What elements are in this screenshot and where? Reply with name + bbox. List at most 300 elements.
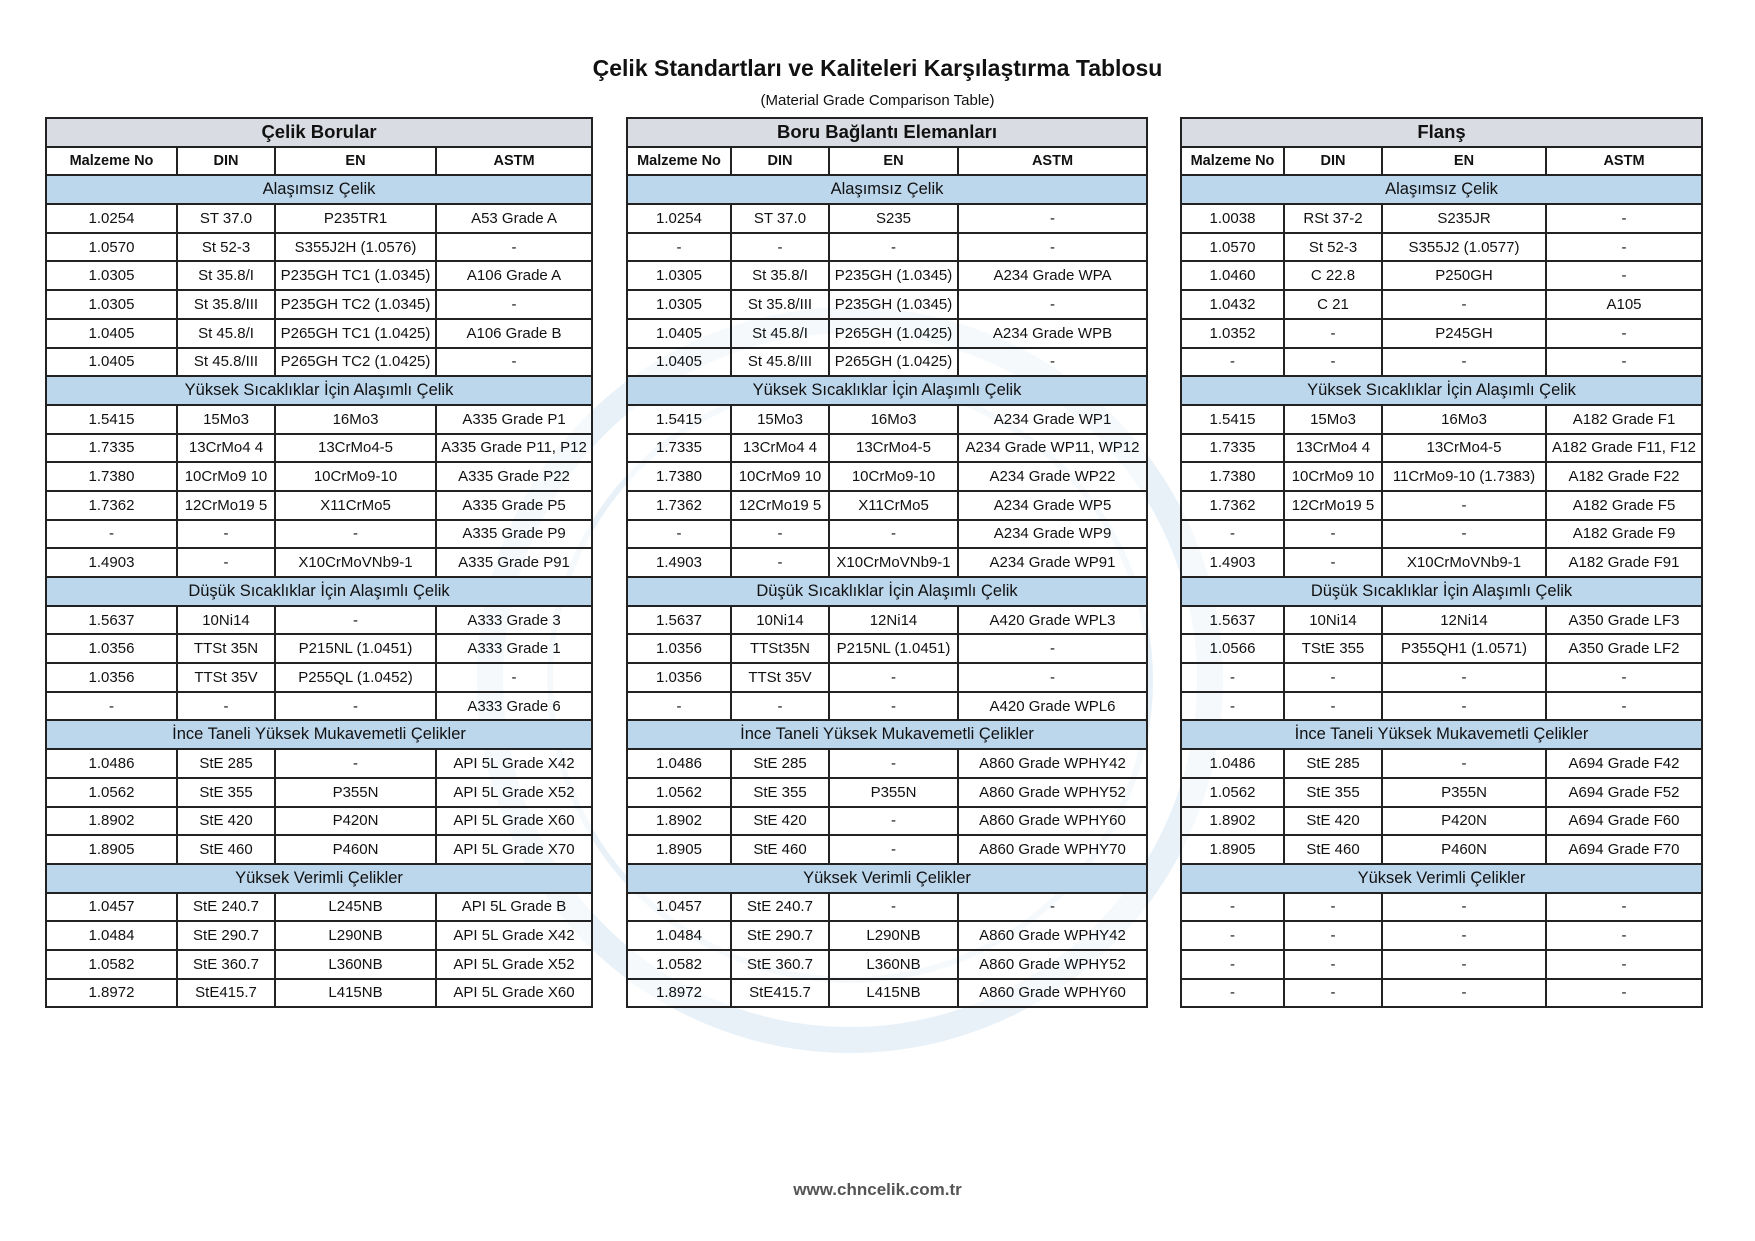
cell-din: St 45.8/I [731,319,829,348]
cell-astm: - [1546,261,1702,290]
column-header-malzeme-no: Malzeme No [46,147,177,176]
group-header-row [46,577,592,606]
cell-en: P250GH [1382,261,1546,290]
cell-astm: A106 Grade B [436,319,592,348]
cell-astm: A860 Grade WPHY42 [958,921,1147,950]
cell-din: C 22.8 [1284,261,1382,290]
group-header-row [46,864,592,893]
table-row [627,634,1147,663]
cell-din: StE 360.7 [731,950,829,979]
table-row [46,405,592,434]
cell-en: L360NB [275,950,436,979]
cell-malzeme-no: 1.5415 [46,405,177,434]
cell-en: - [829,807,958,836]
cell-din: St 45.8/III [731,348,829,377]
table-row [1181,749,1702,778]
cell-malzeme-no: 1.0254 [627,204,731,233]
group-header: Düşük Sıcaklıklar İçin Alaşımlı Çelik [46,577,592,606]
cell-din: TTSt 35V [731,663,829,692]
group-header-row [1181,577,1702,606]
cell-astm: A182 Grade F9 [1546,520,1702,549]
cell-malzeme-no: 1.5415 [1181,405,1284,434]
cell-malzeme-no: - [1181,348,1284,377]
table-row [627,462,1147,491]
table-row [627,950,1147,979]
cell-malzeme-no: 1.7362 [627,491,731,520]
column-header-malzeme-no: Malzeme No [1181,147,1284,176]
cell-en: P265GH (1.0425) [829,319,958,348]
cell-astm: A860 Grade WPHY60 [958,979,1147,1008]
cell-astm: - [436,348,592,377]
cell-en: 13CrMo4-5 [275,434,436,463]
cell-din: StE 355 [731,778,829,807]
cell-malzeme-no: 1.0457 [46,893,177,922]
cell-malzeme-no: 1.0405 [46,348,177,377]
table-row [627,663,1147,692]
cell-din: - [1284,893,1382,922]
cell-malzeme-no: 1.0305 [46,290,177,319]
table-row [627,606,1147,635]
cell-en: S235JR [1382,204,1546,233]
cell-malzeme-no: 1.0582 [627,950,731,979]
cell-en: P265GH (1.0425) [829,348,958,377]
cell-en: X10CrMoVNb9-1 [275,548,436,577]
cell-malzeme-no: - [627,692,731,721]
cell-astm: - [1546,663,1702,692]
group-header: Yüksek Verimli Çelikler [1181,864,1702,893]
cell-en: 10CrMo9-10 [829,462,958,491]
cell-astm: A333 Grade 3 [436,606,592,635]
cell-malzeme-no: 1.7380 [627,462,731,491]
table-row [1181,520,1702,549]
table-row [46,835,592,864]
cell-en: - [1382,520,1546,549]
table-row [627,348,1147,377]
cell-astm: - [1546,893,1702,922]
cell-astm: A694 Grade F52 [1546,778,1702,807]
group-header: Yüksek Sıcaklıklar İçin Alaşımlı Çelik [46,376,592,405]
table-row [627,979,1147,1008]
cell-astm: A182 Grade F1 [1546,405,1702,434]
group-header: Yüksek Sıcaklıklar İçin Alaşımlı Çelik [627,376,1147,405]
cell-malzeme-no: - [1181,893,1284,922]
cell-astm: A234 Grade WPB [958,319,1147,348]
cell-en: S235 [829,204,958,233]
cell-astm: - [1546,692,1702,721]
cell-malzeme-no: 1.0484 [627,921,731,950]
group-header: İnce Taneli Yüksek Mukavemetli Çelikler [46,720,592,749]
cell-en: P355N [1382,778,1546,807]
table-row [46,233,592,262]
cell-din: StE 420 [731,807,829,836]
cell-astm: A182 Grade F91 [1546,548,1702,577]
table-row [627,319,1147,348]
cell-en: P265GH TC1 (1.0425) [275,319,436,348]
cell-en: P420N [275,807,436,836]
table-row [627,405,1147,434]
column-header-din: DIN [731,147,829,176]
cell-astm: A335 Grade P5 [436,491,592,520]
cell-en: L245NB [275,893,436,922]
cell-malzeme-no: 1.0405 [46,319,177,348]
cell-en: - [829,692,958,721]
cell-en: 16Mo3 [275,405,436,434]
cell-malzeme-no: 1.7362 [1181,491,1284,520]
cell-din: StE 285 [731,749,829,778]
cell-malzeme-no: 1.0305 [46,261,177,290]
cell-malzeme-no: 1.0356 [46,634,177,663]
cell-en: - [829,749,958,778]
table-row [627,807,1147,836]
cell-malzeme-no: 1.4903 [46,548,177,577]
table-celik-borular [45,117,593,1008]
cell-malzeme-no: 1.7362 [46,491,177,520]
table-row [46,548,592,577]
table-row [627,261,1147,290]
cell-astm: A860 Grade WPHY60 [958,807,1147,836]
table-row [1181,462,1702,491]
cell-astm: - [958,634,1147,663]
cell-en: P235GH (1.0345) [829,290,958,319]
cell-astm: API 5L Grade X42 [436,921,592,950]
cell-malzeme-no: 1.7380 [46,462,177,491]
cell-en: S355J2 (1.0577) [1382,233,1546,262]
table-row [1181,405,1702,434]
cell-din: StE 240.7 [731,893,829,922]
group-header-row [627,175,1147,204]
group-header-row [46,376,592,405]
cell-malzeme-no: 1.0562 [627,778,731,807]
cell-en: X10CrMoVNb9-1 [829,548,958,577]
cell-din: StE 460 [177,835,275,864]
cell-din: 10CrMo9 10 [731,462,829,491]
cell-malzeme-no: 1.0457 [627,893,731,922]
cell-astm: A335 Grade P91 [436,548,592,577]
cell-en: L290NB [829,921,958,950]
cell-din: StE 285 [177,749,275,778]
cell-din: 15Mo3 [1284,405,1382,434]
table-title: Çelik Borular [46,118,592,147]
cell-astm: A182 Grade F5 [1546,491,1702,520]
cell-malzeme-no: 1.0405 [627,348,731,377]
group-header-row [1181,376,1702,405]
table-row [1181,778,1702,807]
cell-malzeme-no: - [1181,950,1284,979]
cell-astm: A860 Grade WPHY70 [958,835,1147,864]
cell-din: - [731,692,829,721]
cell-din: StE415.7 [731,979,829,1008]
cell-malzeme-no: 1.4903 [627,548,731,577]
cell-astm: - [1546,348,1702,377]
cell-en: 11CrMo9-10 (1.7383) [1382,462,1546,491]
cell-en: - [1382,921,1546,950]
cell-malzeme-no: 1.5637 [46,606,177,635]
cell-malzeme-no: 1.0566 [1181,634,1284,663]
cell-malzeme-no: 1.0356 [627,634,731,663]
cell-din: - [1284,663,1382,692]
cell-astm: API 5L Grade B [436,893,592,922]
cell-malzeme-no: 1.0405 [627,319,731,348]
group-header-row [1181,175,1702,204]
cell-malzeme-no: - [1181,921,1284,950]
cell-din: - [1284,548,1382,577]
table-row [627,290,1147,319]
cell-astm: A234 Grade WPA [958,261,1147,290]
column-header-din: DIN [1284,147,1382,176]
cell-din: St 35.8/I [731,261,829,290]
group-header-row [627,864,1147,893]
cell-din: StE 355 [177,778,275,807]
cell-din: - [1284,692,1382,721]
cell-en: P235GH TC2 (1.0345) [275,290,436,319]
cell-en: - [1382,290,1546,319]
cell-astm: A335 Grade P22 [436,462,592,491]
cell-din: 13CrMo4 4 [731,434,829,463]
table-row [1181,663,1702,692]
table-row [46,520,592,549]
table-row [46,979,592,1008]
group-header: Alaşımsız Çelik [627,175,1147,204]
table-row [627,749,1147,778]
cell-din: - [177,520,275,549]
cell-malzeme-no: 1.8972 [46,979,177,1008]
cell-din: StE 460 [1284,835,1382,864]
table-row [627,491,1147,520]
cell-astm: A694 Grade F42 [1546,749,1702,778]
cell-astm: - [1546,233,1702,262]
cell-malzeme-no: 1.0484 [46,921,177,950]
cell-malzeme-no: 1.5637 [1181,606,1284,635]
cell-din: 15Mo3 [177,405,275,434]
cell-malzeme-no: 1.8902 [627,807,731,836]
table-row [46,319,592,348]
group-header: İnce Taneli Yüksek Mukavemetli Çelikler [1181,720,1702,749]
table-row [1181,434,1702,463]
table-row [46,462,592,491]
table-body [1181,175,1702,1007]
cell-malzeme-no: - [1181,979,1284,1008]
cell-malzeme-no: - [46,692,177,721]
cell-din: 12CrMo19 5 [731,491,829,520]
cell-din: StE 290.7 [177,921,275,950]
group-header: Alaşımsız Çelik [46,175,592,204]
cell-astm: A53 Grade A [436,204,592,233]
table-row [46,261,592,290]
cell-en: 12Ni14 [829,606,958,635]
table-flans [1180,117,1703,1008]
group-header-row [627,720,1147,749]
table-row [1181,893,1702,922]
table-row [627,692,1147,721]
table-row [46,634,592,663]
cell-astm: A234 Grade WP91 [958,548,1147,577]
cell-malzeme-no: 1.0432 [1181,290,1284,319]
cell-en: - [829,835,958,864]
column-header-en: EN [1382,147,1546,176]
cell-din: - [731,233,829,262]
group-header-row [46,175,592,204]
cell-en: P355N [275,778,436,807]
cell-astm: - [436,290,592,319]
cell-malzeme-no: - [627,233,731,262]
cell-din: StE 420 [177,807,275,836]
column-header-en: EN [829,147,958,176]
table-row [1181,606,1702,635]
page-title: Çelik Standartları ve Kaliteleri Karşılaştırma Tablosu [592,55,1163,81]
table-row [627,548,1147,577]
cell-astm: API 5L Grade X60 [436,807,592,836]
cell-astm: - [958,348,1147,377]
footer-url: www.chncelik.com.tr [793,1180,962,1199]
cell-malzeme-no: 1.0570 [1181,233,1284,262]
column-header-din: DIN [177,147,275,176]
table-row [46,749,592,778]
cell-astm: A420 Grade WPL3 [958,606,1147,635]
group-header: Yüksek Verimli Çelikler [627,864,1147,893]
cell-en: - [1382,893,1546,922]
cell-astm: A106 Grade A [436,261,592,290]
cell-din: StE 290.7 [731,921,829,950]
cell-en: 13CrMo4-5 [829,434,958,463]
group-header-row [627,376,1147,405]
table-row [1181,348,1702,377]
cell-astm: API 5L Grade X42 [436,749,592,778]
cell-din: TStE 355 [1284,634,1382,663]
cell-din: 10Ni14 [177,606,275,635]
table-row [46,921,592,950]
cell-astm: A335 Grade P9 [436,520,592,549]
cell-astm: A420 Grade WPL6 [958,692,1147,721]
cell-astm: - [1546,921,1702,950]
cell-din: St 35.8/III [731,290,829,319]
cell-en: 16Mo3 [1382,405,1546,434]
cell-en: - [1382,348,1546,377]
cell-astm: - [958,233,1147,262]
cell-en: P255QL (1.0452) [275,663,436,692]
cell-malzeme-no: - [46,520,177,549]
cell-din: StE 360.7 [177,950,275,979]
cell-din: 13CrMo4 4 [177,434,275,463]
table-row [46,290,592,319]
cell-din: St 45.8/III [177,348,275,377]
cell-din: 15Mo3 [731,405,829,434]
cell-malzeme-no: 1.8902 [46,807,177,836]
cell-en: S355J2H (1.0576) [275,233,436,262]
table-row [1181,204,1702,233]
cell-astm: - [958,663,1147,692]
column-header-astm: ASTM [436,147,592,176]
cell-astm: A234 Grade WP11, WP12 [958,434,1147,463]
cell-malzeme-no: 1.7335 [1181,434,1284,463]
cell-astm: A694 Grade F70 [1546,835,1702,864]
cell-malzeme-no: 1.0570 [46,233,177,262]
cell-din: StE415.7 [177,979,275,1008]
cell-en: P460N [275,835,436,864]
cell-malzeme-no: 1.0305 [627,290,731,319]
cell-astm: - [436,663,592,692]
table-row [1181,491,1702,520]
table-row [1181,261,1702,290]
cell-din: ST 37.0 [731,204,829,233]
cell-din: 13CrMo4 4 [1284,434,1382,463]
cell-en: P215NL (1.0451) [829,634,958,663]
cell-malzeme-no: 1.5415 [627,405,731,434]
cell-din: - [1284,319,1382,348]
cell-en: 16Mo3 [829,405,958,434]
table-row [1181,979,1702,1008]
group-header: Yüksek Sıcaklıklar İçin Alaşımlı Çelik [1181,376,1702,405]
cell-astm: A860 Grade WPHY42 [958,749,1147,778]
cell-din: 12CrMo19 5 [177,491,275,520]
group-header: Düşük Sıcaklıklar İçin Alaşımlı Çelik [1181,577,1702,606]
cell-din: StE 420 [1284,807,1382,836]
cell-en: P235TR1 [275,204,436,233]
table-row [46,807,592,836]
cell-en: - [275,749,436,778]
cell-en: - [1382,663,1546,692]
cell-malzeme-no: 1.5637 [627,606,731,635]
cell-en: X11CrMo5 [829,491,958,520]
column-header-astm: ASTM [1546,147,1702,176]
table-row [627,778,1147,807]
table-row [627,520,1147,549]
group-header: İnce Taneli Yüksek Mukavemetli Çelikler [627,720,1147,749]
cell-astm: A333 Grade 1 [436,634,592,663]
cell-din: StE 240.7 [177,893,275,922]
table-title: Flanş [1181,118,1702,147]
cell-din: - [1284,979,1382,1008]
group-header-row [627,577,1147,606]
cell-astm: A182 Grade F22 [1546,462,1702,491]
cell-en: P460N [1382,835,1546,864]
cell-astm: A350 Grade LF2 [1546,634,1702,663]
cell-malzeme-no: 1.0486 [627,749,731,778]
cell-en: X10CrMoVNb9-1 [1382,548,1546,577]
cell-astm: A860 Grade WPHY52 [958,778,1147,807]
cell-malzeme-no: 1.4903 [1181,548,1284,577]
cell-en: - [275,520,436,549]
table-row [46,204,592,233]
cell-astm: A182 Grade F11, F12 [1546,434,1702,463]
cell-en: L415NB [275,979,436,1008]
cell-astm: A860 Grade WPHY52 [958,950,1147,979]
cell-malzeme-no: 1.8905 [1181,835,1284,864]
cell-astm: A105 [1546,290,1702,319]
cell-malzeme-no: 1.0460 [1181,261,1284,290]
cell-en: L415NB [829,979,958,1008]
cell-astm: API 5L Grade X70 [436,835,592,864]
cell-din: StE 460 [731,835,829,864]
table-row [46,606,592,635]
cell-malzeme-no: 1.0305 [627,261,731,290]
cell-malzeme-no: 1.0562 [46,778,177,807]
table-row [1181,950,1702,979]
group-header-row [1181,720,1702,749]
cell-din: - [1284,950,1382,979]
cell-din: - [177,692,275,721]
cell-astm: - [958,893,1147,922]
cell-en: P235GH TC1 (1.0345) [275,261,436,290]
cell-astm: A234 Grade WP9 [958,520,1147,549]
cell-astm: A350 Grade LF3 [1546,606,1702,635]
cell-din: TTSt 35N [177,634,275,663]
table-row [627,204,1147,233]
cell-en: - [829,893,958,922]
cell-din: - [177,548,275,577]
table-row [627,921,1147,950]
table-row [1181,233,1702,262]
table-row [1181,835,1702,864]
